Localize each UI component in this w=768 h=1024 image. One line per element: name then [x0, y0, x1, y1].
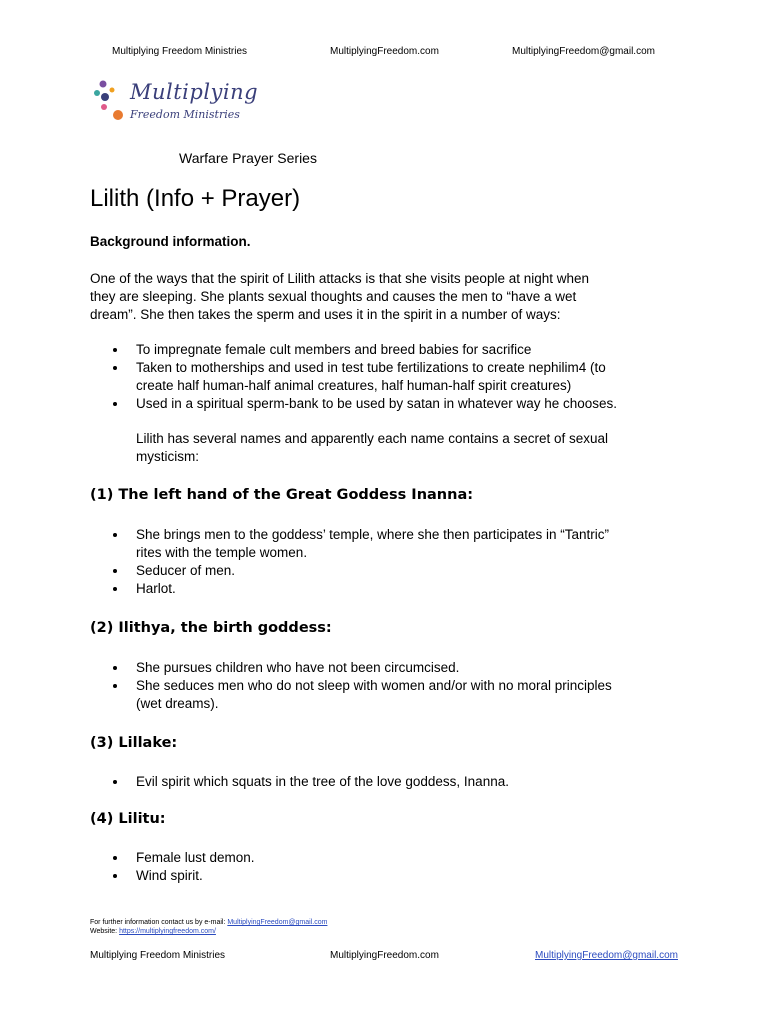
paragraph-line: mysticism:	[136, 449, 199, 464]
section-heading: (4) Lilitu:	[90, 811, 166, 827]
list-item: Wind spirit.	[90, 867, 255, 885]
paragraph-line: Lilith has several names and apparently each name contains a secret of sexual	[136, 431, 609, 446]
section-heading: (3) Lillake:	[90, 735, 178, 751]
footer-contact-email-link[interactable]: MultiplyingFreedom@gmail.com	[227, 919, 328, 926]
section-bullet-list	[90, 773, 509, 791]
list-item: Taken to motherships and used in test tube fertilizations to create nephilim4 (to create half human-half animal creatures, half human-half spirit creatures)	[90, 359, 617, 395]
header-org: Multiplying Freedom Ministries	[112, 46, 248, 57]
footer-contact-line: For further information contact us by e-mail: MultiplyingFreedom@gmail.com	[90, 919, 328, 926]
list-item: She brings men to the goddess’ temple, where she then participates in “Tantric” rites with the temple women.	[90, 526, 609, 562]
background-paragraph	[90, 270, 680, 324]
header-site: MultiplyingFreedom.com	[330, 46, 439, 57]
list-item: Female lust demon.	[90, 849, 255, 867]
list-item: Seducer of men.	[90, 562, 609, 580]
logo-wordmark: Multiplying	[130, 80, 259, 104]
paragraph-line: they are sleeping. She plants sexual thoughts and causes the men to “have a wet	[90, 289, 577, 304]
list-item: She seduces men who do not sleep with women and/or with no moral principles (wet dreams).	[90, 677, 612, 713]
footer-email-link[interactable]: MultiplyingFreedom@gmail.com	[535, 950, 678, 961]
list-item: To impregnate female cult members and breed babies for sacrifice	[90, 341, 617, 359]
paragraph-line: One of the ways that the spirit of Lilith attacks is that she visits people at night when	[90, 271, 590, 286]
footer-site: MultiplyingFreedom.com	[330, 950, 439, 961]
footer-org: Multiplying Freedom Ministries	[90, 950, 226, 961]
list-item: Harlot.	[90, 580, 609, 598]
logo-subtitle: Freedom Ministries	[130, 108, 240, 121]
footer-website-link[interactable]: https://multiplyingfreedom.com/	[119, 928, 216, 935]
section-bullet-list	[90, 849, 255, 885]
logo-dots-icon	[92, 76, 132, 126]
background-heading: Background information.	[90, 234, 251, 249]
section-heading: (2) Ilithya, the birth goddess:	[90, 620, 332, 636]
section-heading: (1) The left hand of the Great Goddess Inanna:	[90, 487, 474, 503]
section-bullet-list	[90, 659, 612, 713]
list-item: Evil spirit which squats in the tree of the love goddess, Inanna.	[90, 773, 509, 791]
names-paragraph	[136, 430, 696, 466]
list-item: Used in a spiritual sperm-bank to be used by satan in whatever way he chooses.	[90, 395, 617, 413]
series-label: Warfare Prayer Series	[179, 150, 317, 166]
list-item: She pursues children who have not been circumcised.	[90, 659, 612, 677]
background-bullet-list	[90, 341, 617, 413]
page-title: Lilith (Info + Prayer)	[90, 185, 301, 212]
section-bullet-list	[90, 526, 609, 598]
header-email: MultiplyingFreedom@gmail.com	[512, 46, 655, 57]
paragraph-line: dream”. She then takes the sperm and uses it in the spirit in a number of ways:	[90, 307, 561, 322]
footer-website-line: Website: https://multiplyingfreedom.com/	[90, 928, 216, 935]
